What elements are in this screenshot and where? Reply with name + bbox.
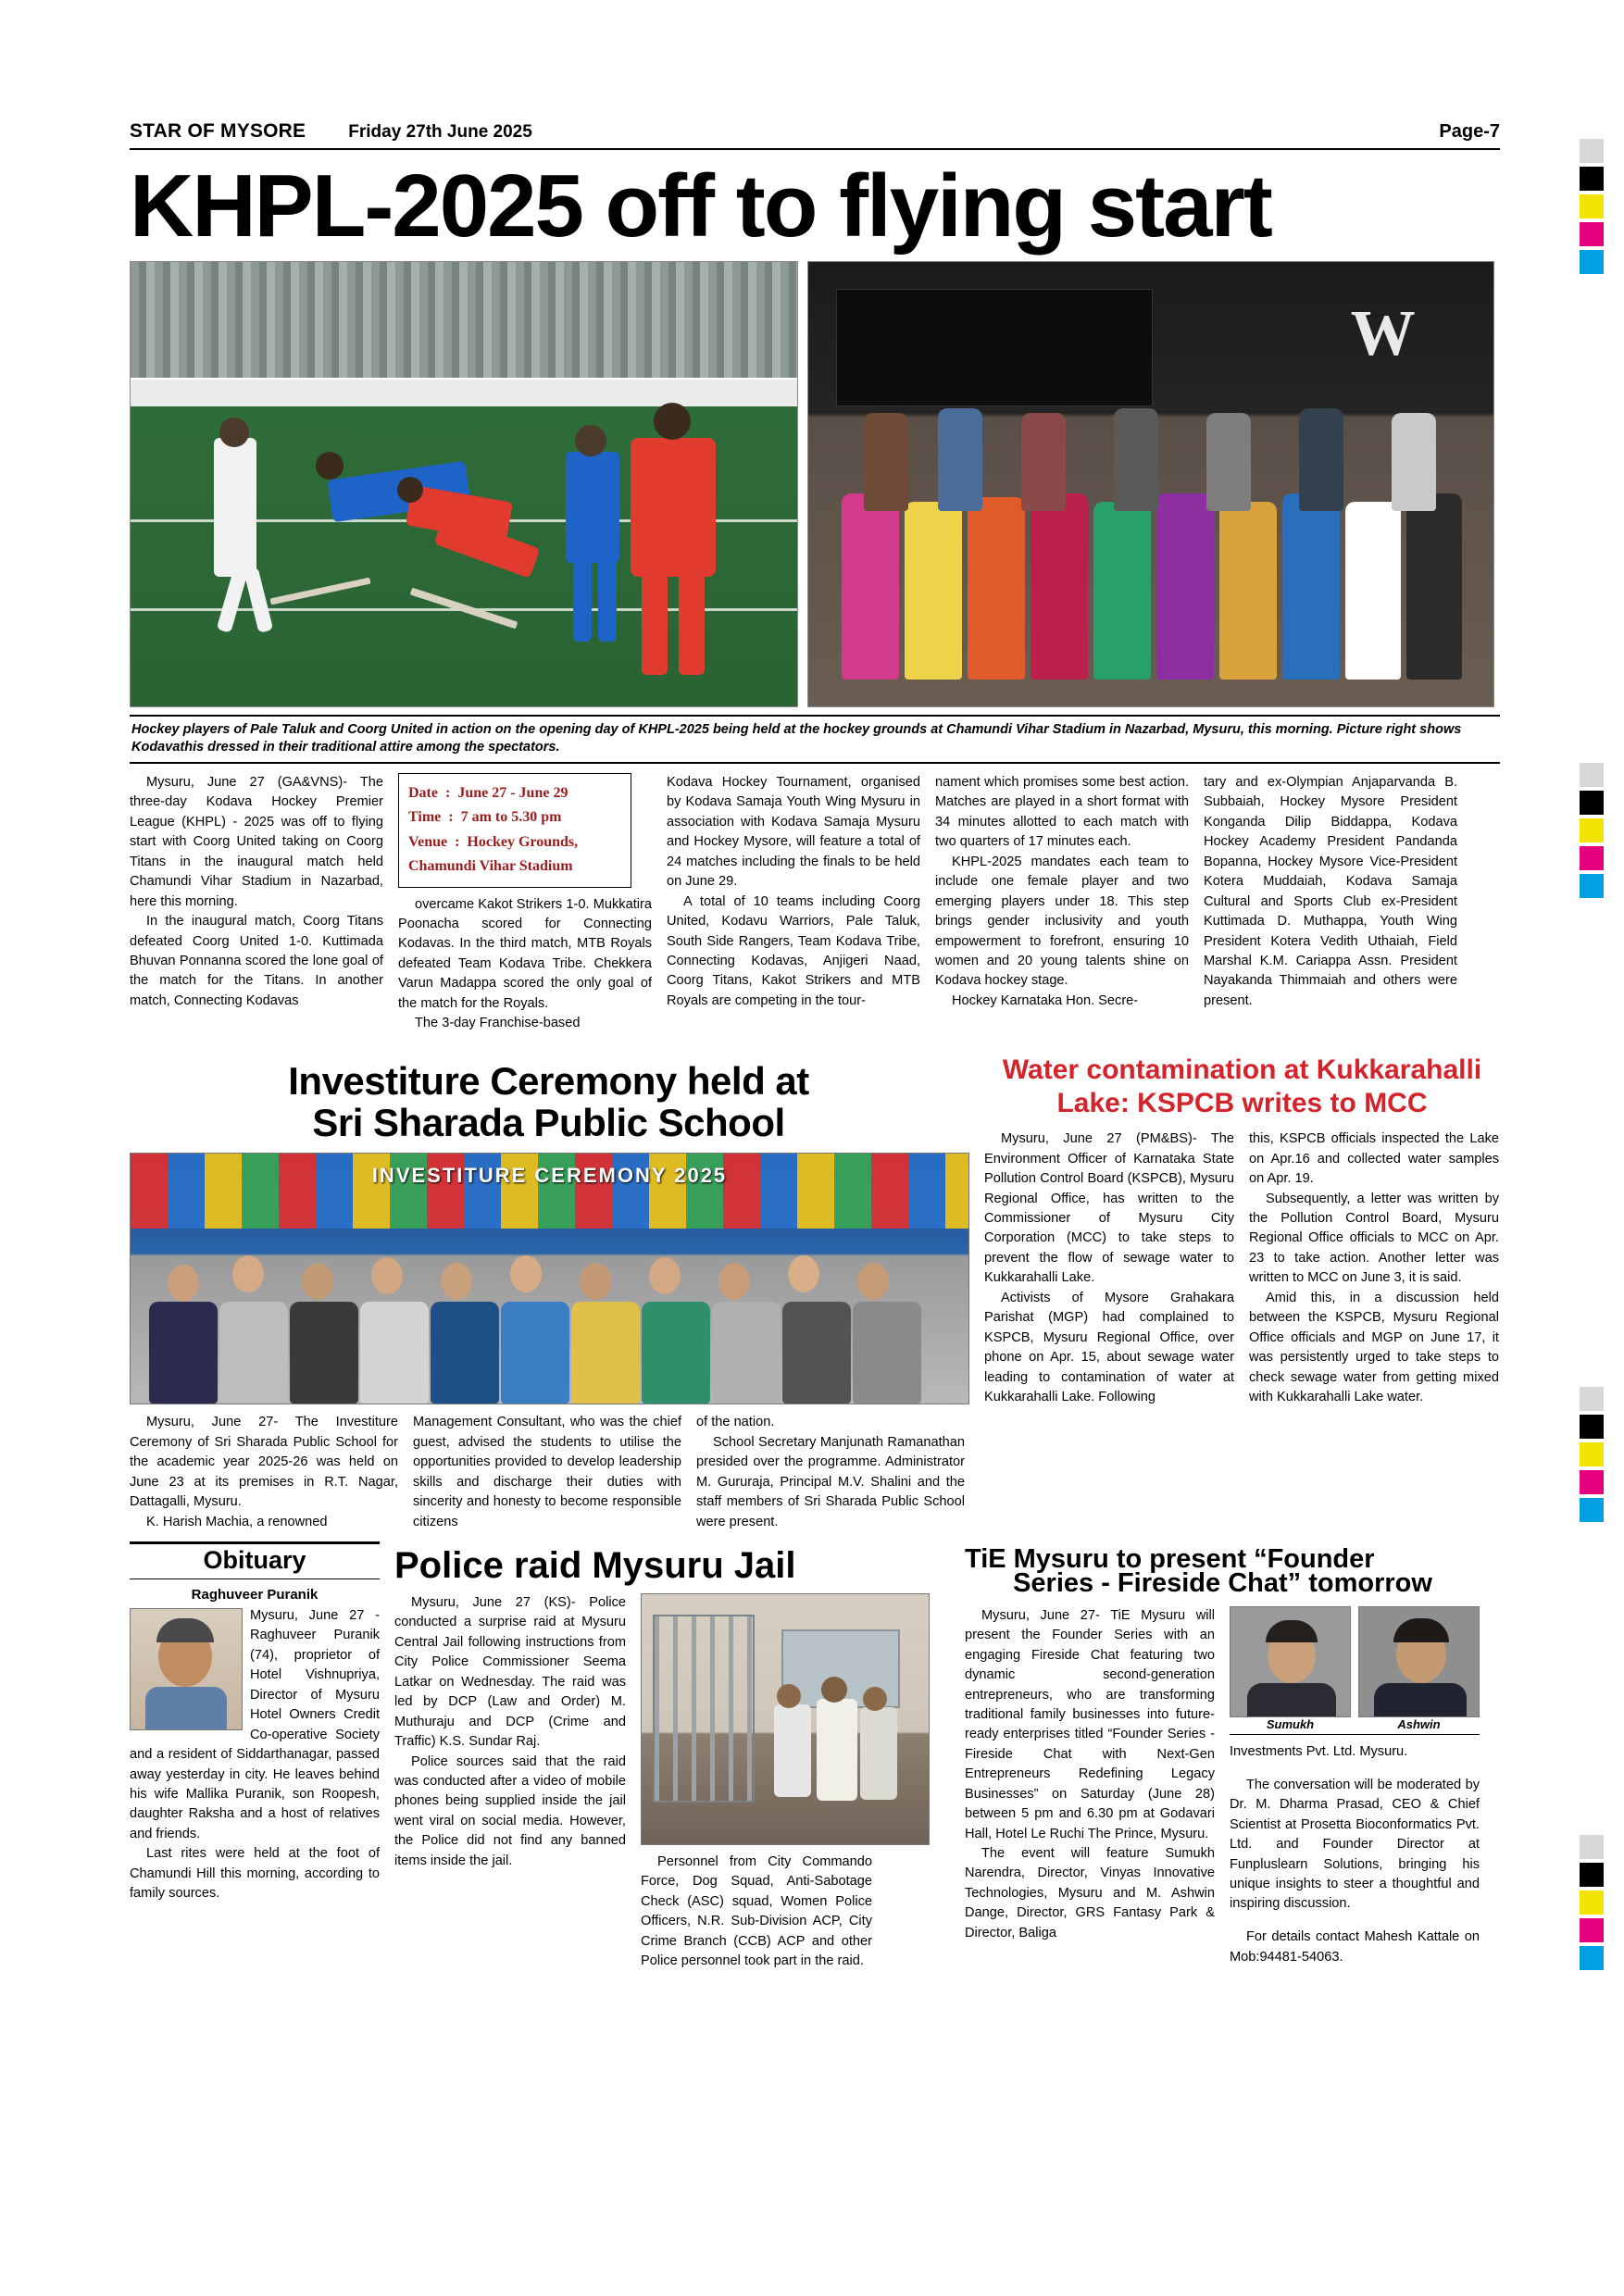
- paragraph: this, KSPCB officials inspected the Lake on Apr.16 and collected water samples on Apr. 19.: [1249, 1131, 1499, 1187]
- police-headline: Police raid Mysuru Jail: [394, 1545, 796, 1586]
- paragraph: Activists of Mysore Grahakara Parishat (MGP) had complained to KSPCB, Mysuru Regional Office, over phone on Apr. 15, about sewage water leading to contamination of water at Kukkarahalli Lake. Following: [984, 1290, 1234, 1404]
- obituary-portrait: [130, 1608, 243, 1730]
- police-article: [394, 1541, 950, 1985]
- middle-section: [130, 1045, 1500, 1532]
- paragraph: School Secretary Manjunath Ramanathan presided over the programme. Administrator M. Gururaja, Principal M.V. Shalini and the staff members of Sri Sharada Public School were present.: [696, 1434, 965, 1529]
- tie-headline-2: Series - Fireside Chat” tomorrow: [1013, 1567, 1432, 1598]
- lead-photo-caption: [130, 715, 1500, 764]
- infobox-venue-label: Venue: [408, 833, 448, 850]
- caption-part-1: Hockey players of: [131, 721, 251, 737]
- investiture-headline-2: Sri Sharada Public School: [312, 1101, 785, 1145]
- caption-part-3: in action on the opening day of KHPL-2025 being held at the hockey grounds at Chamundi Vihar Stadium in Nazarbad, Mysuru, this morning. Picture right shows Kodavathis dressed in their traditional attire among the spectators.: [131, 721, 1462, 755]
- lead-story-columns: [130, 773, 1500, 1034]
- investiture-col-3: [696, 1413, 965, 1532]
- paragraph: tary and ex-Olympian Anjaparvanda B. Subbaiah, Hockey Mysore President Konganda Dilip Biddappa, Kodava Hockey Academy President Pandanda Bopanna, Hockey Mysore Vice-President Kotera Muddaiah, Kodava Samaja Cultural and Sports Club ex-President Kuttimada D. Muthappa, Youth Wing President Kotera Vedith Uthaiah, Field Marshal K.M. Cariappa Assn. President Nayakanda Thimmaiah and others were present.: [1204, 775, 1457, 1008]
- investiture-article: [130, 1045, 968, 1532]
- lead-col-5: [1204, 773, 1457, 1034]
- event-infobox: Date : June 27 - June 29 Time : 7 am to 5.30 pm Venue : Hockey Grounds, Chamundi Vihar Stadium: [398, 773, 631, 888]
- paragraph: Mysuru, June 27 (KS)- Police conducted a surprise raid at Mysuru Central Jail following instructions from City Police Commissioner Seema Latkar on Wednesday. The raid was led by DCP (Law and Order) M. Muthuraju and DCP (Crime and Traffic) K.S. Sundar Raj.: [394, 1595, 626, 1750]
- investiture-col-1: [130, 1413, 398, 1532]
- tie-portraits: [1230, 1606, 1480, 1717]
- issue-date: Friday 27th June 2025: [348, 122, 532, 142]
- investiture-headline-1: Investiture Ceremony held at: [288, 1058, 809, 1103]
- lead-col-2: [398, 773, 652, 1034]
- infobox-time-value: 7 am to 5.30 pm: [460, 809, 562, 826]
- water-col-2: [1249, 1129, 1499, 1407]
- lead-col-1: [130, 773, 383, 1034]
- investiture-columns: [130, 1413, 968, 1532]
- tie-headline-1: TiE Mysuru to present “Founder: [965, 1544, 1375, 1574]
- paragraph: Management Consultant, who was the chief guest, advised the students to utilise the opportunities provided to develop leadership skills and discharge their duties with sincerity and honesty to become responsible citizens: [413, 1415, 681, 1529]
- obituary-name: Raghuveer Puranik: [191, 1587, 319, 1603]
- paragraph: Last rites were held at the foot of Chamundi Hill this morning, according to family sources.: [130, 1846, 380, 1902]
- water-col-1: [984, 1129, 1234, 1407]
- paragraph: In the inaugural match, Coorg Titans defeated Coorg United 1-0. Kuttimada Bhuvan Ponnanna scored the lone goal of the match for the Titans. In another match, Connecting Kodavas: [130, 914, 383, 1008]
- infobox-date-value: June 27 - June 29: [457, 785, 568, 802]
- paragraph: Mysuru, June 27 (GA&VNS)- The three-day Kodava Hockey Premier League (KHPL) - 2025 was off to flying start with Coorg United taking on Coorg Titans in the inaugural match held Chamundi Vihar Stadium in Nazarbad, here this morning.: [130, 775, 383, 909]
- paragraph: The event will feature Sumukh Narendra, Director, Vinyas Innovative Technologies, Mysuru and M. Ashwin Dange, Director, GRS Fantasy Park & Director, Baliga: [965, 1846, 1215, 1940]
- paragraph: overcame Kakot Strikers 1-0. Mukkatira Poonacha scored for Connecting Kodavas. In the third match, MTB Royals defeated Team Kodava Tribe. Chekkera Varun Madappa scored the only goal of the match for the Royals.: [398, 896, 652, 1011]
- infobox-date-label: Date: [408, 785, 438, 802]
- investiture-banner-text: INVESTITURE CEREMONY 2025: [371, 1164, 728, 1188]
- caption-part-2: and: [316, 721, 348, 737]
- paragraph: K. Harish Machia, a renowned: [146, 1514, 328, 1529]
- lead-col-3: [667, 773, 920, 1034]
- infobox-venue-value2: Chamundi Vihar Stadium: [408, 858, 573, 875]
- paragraph: Mysuru, June 27- The Investiture Ceremony of Sri Sharada Public School for the academic year 2025-26 was held on June 23 at its premises in R.T. Nagar, Dattagalli, Mysuru.: [130, 1415, 398, 1510]
- water-article: [984, 1045, 1500, 1532]
- tie-portrait-names: [1230, 1717, 1480, 1735]
- registration-marks: [1580, 139, 1604, 1974]
- investiture-photo: [130, 1153, 969, 1404]
- paragraph: Investments Pvt. Ltd. Mysuru.: [1230, 1743, 1408, 1759]
- obituary-article: [130, 1541, 380, 1985]
- caption-team-1: Pale Taluk: [250, 721, 317, 737]
- paragraph: For details contact Mahesh Kattale on Mob:94481-54063.: [1230, 1929, 1480, 1965]
- bottom-section: [130, 1541, 1500, 1985]
- paragraph: Amid this, in a discussion held between the KSPCB, Mysuru Regional Office officials and MGP on June 17, it was persistently urged to take steps to check sewage water from getting mixed with Kukkarahalli Lake water.: [1249, 1290, 1499, 1404]
- tie-article: [965, 1541, 1480, 1985]
- masthead: [130, 120, 1500, 150]
- tie-right-col: [1230, 1606, 1480, 1981]
- portrait-name-2: Ashwin: [1397, 1716, 1441, 1731]
- water-headline-1: Water contamination at Kukkarahalli: [1002, 1054, 1482, 1085]
- infobox-time-label: Time: [408, 809, 442, 826]
- spectators-photo: W: [807, 261, 1494, 707]
- paragraph: nament which promises some best action. Matches are played in a short format with 34 minutes allotted to each match with two quarters of 17 minutes each.: [935, 775, 1189, 850]
- paragraph: The conversation will be moderated by Dr. M. Dharma Prasad, CEO & Chief Scientist at Prosetta Bioconformatics Pvt. Ltd. and Founder Director at Funpluslearn Solutions, bringing his unique insights to steer a thoughtful and inspiring discussion.: [1230, 1777, 1480, 1912]
- paragraph: Mysuru, June 27- TiE Mysuru will present the Founder Series with an engaging Fireside Chat featuring two dynamic second-generation entrepreneurs, who are transforming traditional family businesses into future-ready enterprises titled “Founder Series - Fireside Chat with Next-Gen Entrepreneurs Redefining Legacy Businesses” on Saturday (June 28) between 5 pm and 6.30 pm at Godavari Hall, Hotel Le Ruchi The Prince, Mysuru.: [965, 1607, 1215, 1841]
- paragraph: of the nation.: [696, 1415, 775, 1430]
- police-col-1: [394, 1593, 626, 1985]
- lead-col-4: [935, 773, 1189, 1034]
- paragraph: The 3-day Franchise-based: [415, 1016, 581, 1031]
- infobox-venue-value: Hockey Grounds,: [467, 833, 579, 850]
- portrait-name-1: Sumukh: [1266, 1716, 1315, 1731]
- paragraph: Mysuru, June 27 - Raghuveer Puranik (74), proprietor of Hotel Vishnupriya, Director of Mysuru Hotel Owners Credit Co-operative Society and a resident of Siddarthanagar, passed away yesterday in city. He leaves behind his wife Mallika Puranik, son Roopesh, daughter Raksha and a host of relatives and friends.: [130, 1608, 380, 1841]
- paragraph: A total of 10 teams including Coorg United, Kodavu Warriors, Pale Taluk, South Side Rangers, Team Kodava Tribe, Connecting Kodavas, Anjigeri Naad, Coorg Titans, Kakot Strikers and MTB Royals are competing in the tour-: [667, 893, 920, 1008]
- tie-col-1: [965, 1606, 1215, 1981]
- page-number: Page-7: [1439, 121, 1500, 142]
- water-headline-2: Lake: KSPCB writes to MCC: [1056, 1088, 1428, 1119]
- paragraph: Personnel from City Commando Force, Dog Squad, Anti-Sabotage Check (ASC) squad, Women Police Officers, N.R. Sub-Division ACP, City Crime Branch (CCB) ACP and other Police personnel took part in the raid.: [641, 1854, 872, 1969]
- water-columns: [984, 1129, 1500, 1407]
- paragraph: Police sources said that the raid was conducted after a video of mobile phones being supplied inside the jail went viral on social media. However, the Police did not find any banned items inside the jail.: [394, 1753, 626, 1868]
- paper-title: STAR OF MYSORE: [130, 120, 306, 142]
- paragraph: Kodava Hockey Tournament, organised by Kodava Samaja Youth Wing Mysuru in association with Kodava Samaja Mysuru and Hockey Mysore, will feature a total of 24 matches including the finals to be held on June 29.: [667, 775, 920, 890]
- investiture-col-2: [413, 1413, 681, 1532]
- paragraph: Subsequently, a letter was written by the Pollution Control Board, Mysuru Regional Office officials to MCC on Apr. 23 to take action. Another letter was written to MCC on June 3, it is said.: [1249, 1191, 1499, 1286]
- paragraph: KHPL-2025 mandates each team to include one female player and two emerging players under 18. This step brings gender inclusivity and youth empowerment to forefront, ensuring 10 women and 20 young talents shine on Kodava hockey stage.: [935, 854, 1189, 989]
- portrait-ashwin: [1358, 1606, 1480, 1717]
- paragraph: Hockey Karnataka Hon. Secre-: [952, 992, 1139, 1008]
- portrait-sumukh: [1230, 1606, 1351, 1717]
- caption-team-2: Coorg United: [347, 721, 433, 737]
- lead-photo-row: [130, 261, 1500, 707]
- obituary-text: [130, 1606, 380, 1904]
- hockey-match-photo: [130, 261, 798, 707]
- tie-columns: [965, 1606, 1480, 1981]
- police-raid-photo: [641, 1593, 930, 1845]
- obituary-header: Obituary: [130, 1541, 380, 1579]
- lead-headline: KHPL-2025 off to flying start: [130, 156, 1271, 256]
- police-right-col: [641, 1593, 928, 1985]
- police-columns: [394, 1593, 950, 1985]
- paragraph: Mysuru, June 27 (PM&BS)- The Environment Officer of Karnataka State Pollution Control Board (KSPCB), Mysuru Regional Office, has written to the Commissioner of Mysuru City Corporation (MCC) to take steps to prevent the flow of sewage water to Kukkarahalli Lake.: [984, 1131, 1234, 1286]
